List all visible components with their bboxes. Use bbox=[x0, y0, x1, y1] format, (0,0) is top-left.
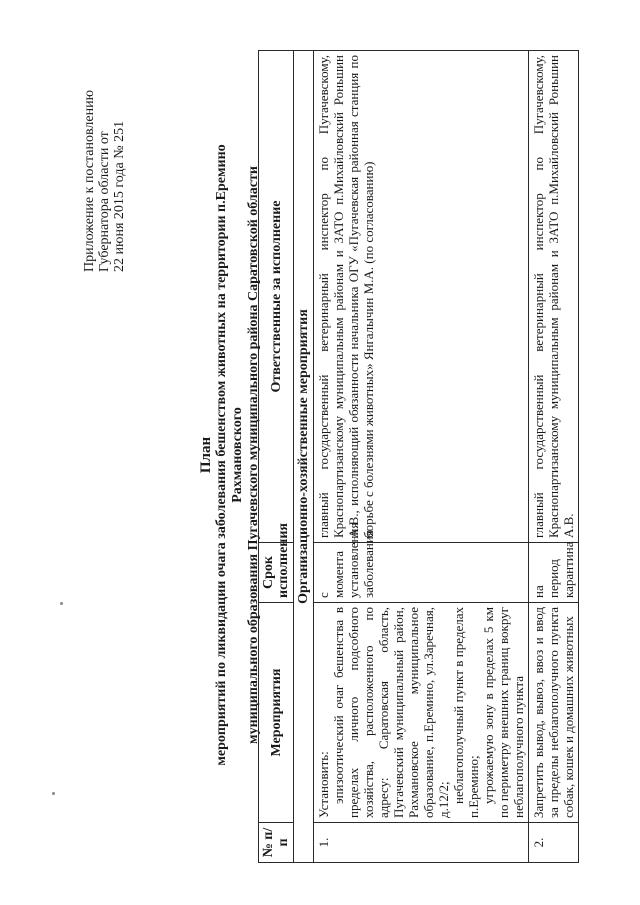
appendix-line-1: Приложение к постановлению bbox=[82, 89, 97, 272]
title-line-2: мероприятий по ликвидации очага заболевания бешенством животных на территории п.Еремино Рахмановского bbox=[214, 144, 245, 766]
appendix-line-3: 22 июня 2015 года № 251 bbox=[112, 120, 127, 272]
document-title bbox=[198, 125, 262, 785]
row-responsible: главный государственный ветеринарный инспектор по Пугачевскому, Краснопартизанскому муниципальным районам и ЗАТО п.Михайловский Роньшин А.В., исполняющий обязанности начальника ОГУ «Пугачевская районная станция по борьбе с болезнями животных» Янгалычин М.А. (по согласованию) bbox=[314, 51, 529, 543]
scan-speck bbox=[52, 792, 55, 795]
table-header-row bbox=[259, 51, 294, 863]
appendix-line-2: Губернатора области от bbox=[97, 131, 112, 272]
row-action bbox=[314, 603, 529, 823]
section-row bbox=[294, 51, 314, 863]
action-paragraph: эпизоотический очаг бешенства в пределах личного подсобного хозяйства, расположенного по адресу: Саратовская область, Пугачевский муниципальный район, Рахмановское муниципальное образование, п.Еремино, ул.Заречная, д.12/2; bbox=[331, 607, 451, 818]
row-num: 2. bbox=[529, 823, 579, 863]
table-row bbox=[314, 51, 529, 863]
title-line-1: План bbox=[198, 436, 214, 474]
row-term: на период карантина bbox=[529, 543, 579, 603]
action-paragraph: угрожаемую зону в пределах 5 км по периметру внешних границ вокруг неблагополучного пункта bbox=[481, 607, 526, 818]
row-action: Запретить вывод, вывоз, ввоз и ввод за пределы неблагополучного пункта собак, кошек и домашних животных bbox=[529, 603, 579, 823]
header-term: Срок исполнения bbox=[259, 543, 294, 603]
row-term: с момента установления заболевания bbox=[314, 543, 529, 603]
plan-table bbox=[258, 50, 579, 863]
header-num: № п/п bbox=[259, 823, 294, 863]
title-line-3: муниципального образования Пугачевского муниципального района Саратовской области bbox=[246, 166, 261, 744]
row-num: 1. bbox=[314, 823, 529, 863]
section-title: Организационно-хозяйственные мероприятия bbox=[294, 51, 314, 863]
action-intro: Установить: bbox=[316, 751, 331, 818]
table-row bbox=[529, 51, 579, 863]
scan-speck bbox=[60, 602, 63, 605]
appendix-note bbox=[82, 42, 127, 272]
row-responsible: главный государственный ветеринарный инспектор по Пугачевскому, Краснопартизанскому муниципальным районам и ЗАТО п.Михайловский Роньшин А.В. bbox=[529, 51, 579, 543]
header-responsible: Ответственные за исполнение bbox=[259, 51, 294, 543]
header-action: Мероприятия bbox=[259, 603, 294, 823]
action-paragraph: неблагополучный пункт в пределах п.Еремино; bbox=[451, 607, 481, 818]
